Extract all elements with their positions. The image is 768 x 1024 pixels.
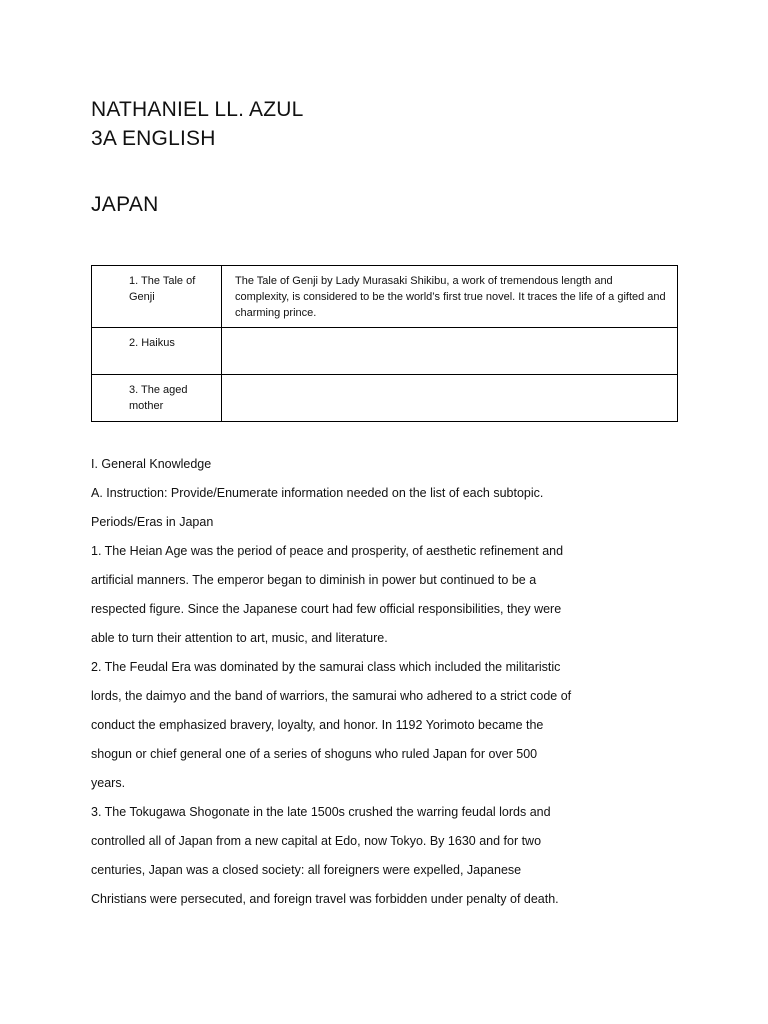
body-text — [91, 450, 691, 914]
topic-label-cell: 1. The Tale of Genji — [92, 266, 222, 328]
section-title: I. General Knowledge — [91, 457, 212, 471]
table-row — [92, 266, 678, 328]
paragraph-line: Christians were persecuted, and foreign travel was forbidden under penalty of death. — [91, 892, 559, 906]
document-subject: JAPAN — [91, 193, 159, 216]
topic-description-cell: The Tale of Genji by Lady Murasaki Shikibu, a work of tremendous length and complexity, is considered to be the world’s first true novel. It traces the life of a gifted and charming prince. — [222, 266, 678, 328]
paragraph-line: years. — [91, 776, 126, 790]
paragraph-line: 1. The Heian Age was the period of peace and prosperity, of aesthetic refinement and — [91, 544, 564, 558]
class-section: 3A ENGLISH — [91, 127, 216, 150]
topic-description-cell — [222, 328, 678, 375]
paragraph-line: 3. The Tokugawa Shogonate in the late 1500s crushed the warring feudal lords and — [91, 805, 551, 819]
student-name: NATHANIEL LL. AZUL — [91, 98, 304, 121]
student-header — [91, 95, 304, 153]
paragraph-line: artificial manners. The emperor began to diminish in power but continued to be a — [91, 573, 537, 587]
table-row — [92, 375, 678, 422]
paragraph-line: shogun or chief general one of a series of shoguns who ruled Japan for over 500 — [91, 747, 538, 761]
paragraph-line: respected figure. Since the Japanese court had few official responsibilities, they were — [91, 602, 562, 616]
paragraph-line: centuries, Japan was a closed society: all foreigners were expelled, Japanese — [91, 863, 522, 877]
paragraph-line: controlled all of Japan from a new capital at Edo, now Tokyo. By 1630 and for two — [91, 834, 542, 848]
paragraph-line: able to turn their attention to art, music, and literature. — [91, 631, 388, 645]
topic-label-cell: 2. Haikus — [92, 328, 222, 375]
instruction-line: A. Instruction: Provide/Enumerate information needed on the list of each subtopic. — [91, 486, 544, 500]
topic-description-cell — [222, 375, 678, 422]
paragraph-line: conduct the emphasized bravery, loyalty, and honor. In 1192 Yorimoto became the — [91, 718, 544, 732]
topics-table — [91, 265, 678, 422]
table-row — [92, 328, 678, 375]
paragraph-line: 2. The Feudal Era was dominated by the samurai class which included the militaristic — [91, 660, 561, 674]
subheading: Periods/Eras in Japan — [91, 515, 214, 529]
topic-label-cell: 3. The aged mother — [92, 375, 222, 422]
paragraph-line: lords, the daimyo and the band of warriors, the samurai who adhered to a strict code of — [91, 689, 572, 703]
